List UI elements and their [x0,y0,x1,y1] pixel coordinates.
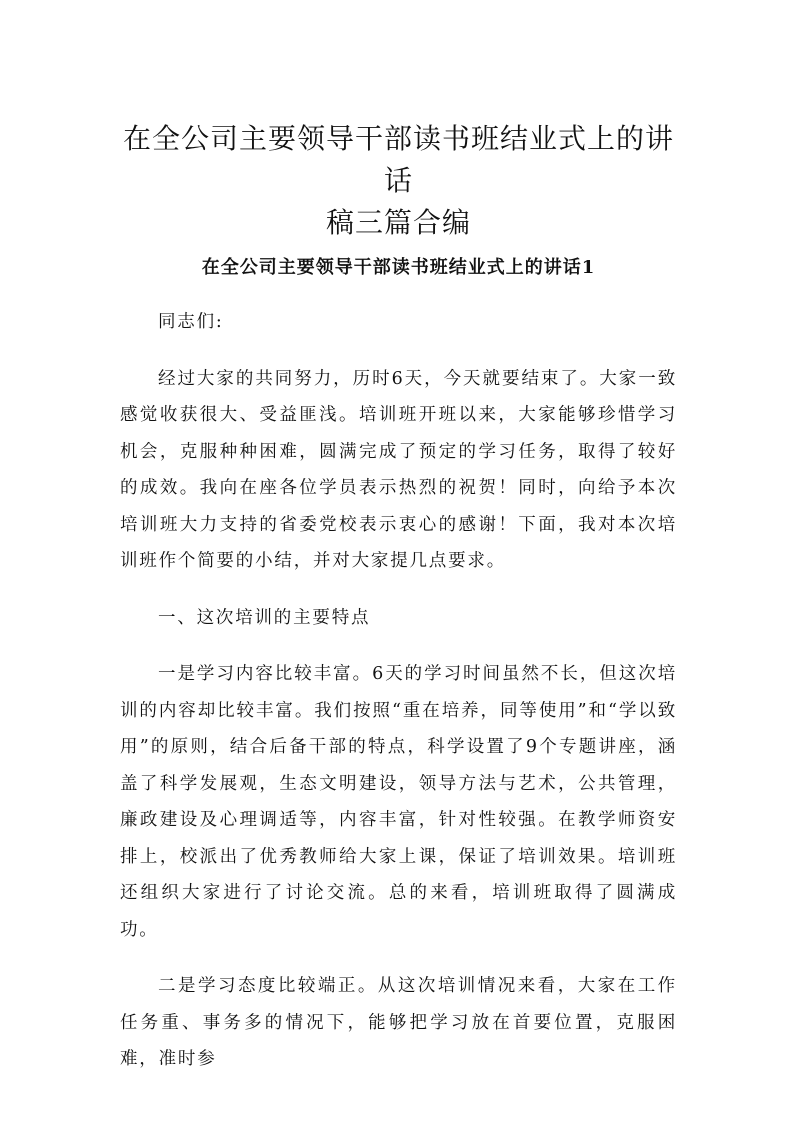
document-title-line-1: 在全公司主要领导干部读书班结业式上的讲话 [122,122,674,197]
body-paragraph-intro: 经过大家的共同努力，历时6天，今天就要结束了。大家一致感觉收获很大、受益匪浅。培训班开班以来，大家能够珍惜学习机会，克服种种困难，圆满完成了预定的学习任务，取得了较好的成效。我向在座各位学员表示热烈的祝贺！同时，向给予本次培训班大力支持的省委党校表示衷心的感谢！下面，我对本次培训班作个简要的小结，并对大家提几点要求。 [120,368,677,571]
body-paragraph-point-2: 二是学习态度比较端正。从这次培训情况来看，大家在工作任务重、事务多的情况下，能够把学习放在首要位置，克服困难，准时参 [120,976,677,1069]
subsection-heading: 一、这次培训的主要特点 [158,607,371,628]
body-paragraph-point-1: 一是学习内容比较丰富。6天的学习时间虽然不长，但这次培训的内容却比较丰富。我们按照“重在培养，同等使用”和“学以致用”的原则，结合后备干部的特点，科学设置了9个专题讲座，涵盖了科学发展观，生态文明建设，领导方法与艺术，公共管理，廉政建设及心理调适等，内容丰富，针对性较强。在教学师资安排上，校派出了优秀教师给大家上课，保证了培训效果。培训班还组织大家进行了讨论交流。总的来看，培训班取得了圆满成功。 [120,664,677,940]
document-title-line-2: 稿三篇合编 [325,206,471,239]
document-title [120,118,677,244]
salutation: 同志们: [158,312,224,332]
section-title: 在全公司主要领导干部读书班结业式上的讲话1 [201,257,596,278]
